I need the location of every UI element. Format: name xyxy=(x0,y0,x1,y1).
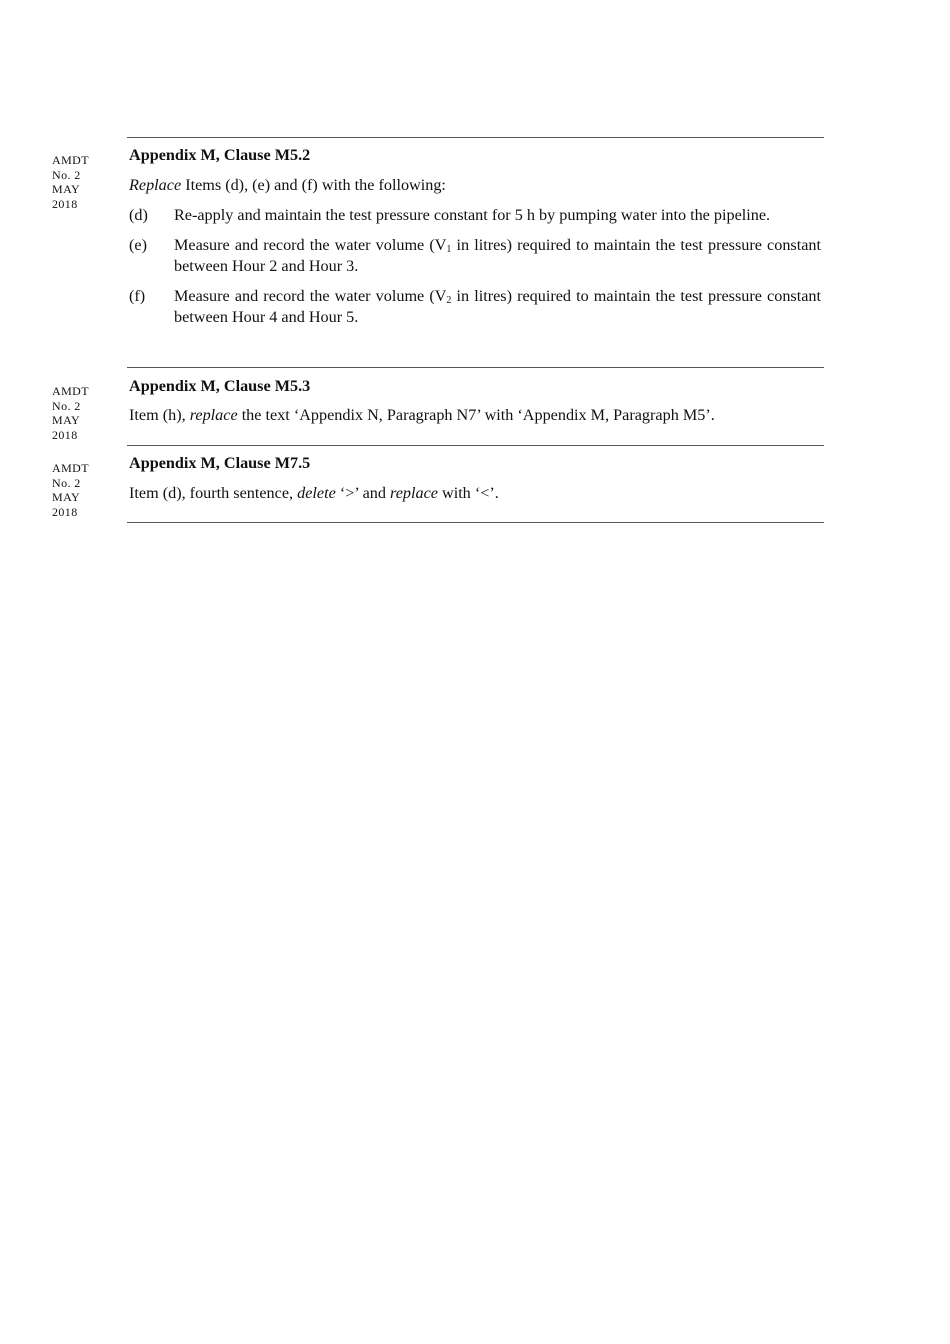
amendment-note-line: AMDT xyxy=(52,384,89,398)
body-text: the text ‘Appendix N, Paragraph N7’ with ‘Appendix M, Paragraph M5’. xyxy=(237,406,715,424)
amendment-note-line: No. 2 xyxy=(52,475,81,490)
section-divider-2 xyxy=(127,445,824,446)
amendment-note-line: 2018 xyxy=(52,196,78,211)
subscript: 2 xyxy=(446,295,452,306)
item-text: Re-apply and maintain the test pressure constant for 5 h by pumping water into the pipeline. xyxy=(174,206,771,224)
item-text-pre: Measure and record the water volume (V xyxy=(174,236,447,254)
bottom-rule xyxy=(127,522,824,523)
list-item-f xyxy=(129,286,821,328)
list-item-e xyxy=(129,235,821,277)
amendment-note-1 xyxy=(52,153,112,211)
amendment-note-line: No. 2 xyxy=(52,167,81,182)
amendment-note-3 xyxy=(52,461,112,519)
item-text-post: in litres) required to maintain the test pressure constant between Hour 4 and Hour 5. xyxy=(174,287,821,326)
amendment-note-line: 2018 xyxy=(52,504,78,519)
subscript: 1 xyxy=(446,244,452,255)
amendment-note-line: MAY xyxy=(52,413,81,427)
body-italic: replace xyxy=(390,484,438,502)
section-intro xyxy=(129,175,821,196)
top-rule xyxy=(127,137,824,138)
item-text-post: in litres) required to maintain the test pressure constant between Hour 2 and Hour 3. xyxy=(174,236,821,275)
body-text: ‘>’ and xyxy=(335,484,390,502)
section-heading: Appendix M, Clause M7.5 xyxy=(129,454,311,472)
amendment-note-line: No. 2 xyxy=(52,398,81,413)
intro-italic: Replace xyxy=(129,176,182,194)
amendment-note-line: MAY xyxy=(52,182,81,196)
intro-text: Items (d), (e) and (f) with the following: xyxy=(181,176,446,194)
section-clause-m7-5 xyxy=(129,453,821,504)
body-text: with ‘<’. xyxy=(437,484,499,502)
section-body xyxy=(129,405,821,426)
item-text xyxy=(174,286,821,328)
amendment-note-line: AMDT xyxy=(52,461,89,475)
item-label: (f) xyxy=(129,287,146,305)
item-label: (d) xyxy=(129,206,148,224)
amendment-note-line: 2018 xyxy=(52,427,78,442)
amendment-note-line: MAY xyxy=(52,490,81,504)
body-text: Item (h), xyxy=(129,406,190,424)
item-text xyxy=(174,235,821,277)
section-clause-m5-3 xyxy=(129,376,821,426)
section-body xyxy=(129,483,821,504)
list-item-d xyxy=(129,205,821,226)
section-divider-1 xyxy=(127,367,824,368)
item-text-pre: Measure and record the water volume (V xyxy=(174,287,447,305)
body-italic: delete xyxy=(297,484,336,502)
section-clause-m5-2 xyxy=(129,145,821,328)
section-heading: Appendix M, Clause M5.3 xyxy=(129,377,311,395)
body-italic: replace xyxy=(189,406,238,424)
item-label: (e) xyxy=(129,236,147,254)
amendment-note-line: AMDT xyxy=(52,153,89,167)
amendment-note-2 xyxy=(52,384,112,442)
section-heading: Appendix M, Clause M5.2 xyxy=(129,146,311,164)
body-text: Item (d), fourth sentence, xyxy=(129,484,298,502)
